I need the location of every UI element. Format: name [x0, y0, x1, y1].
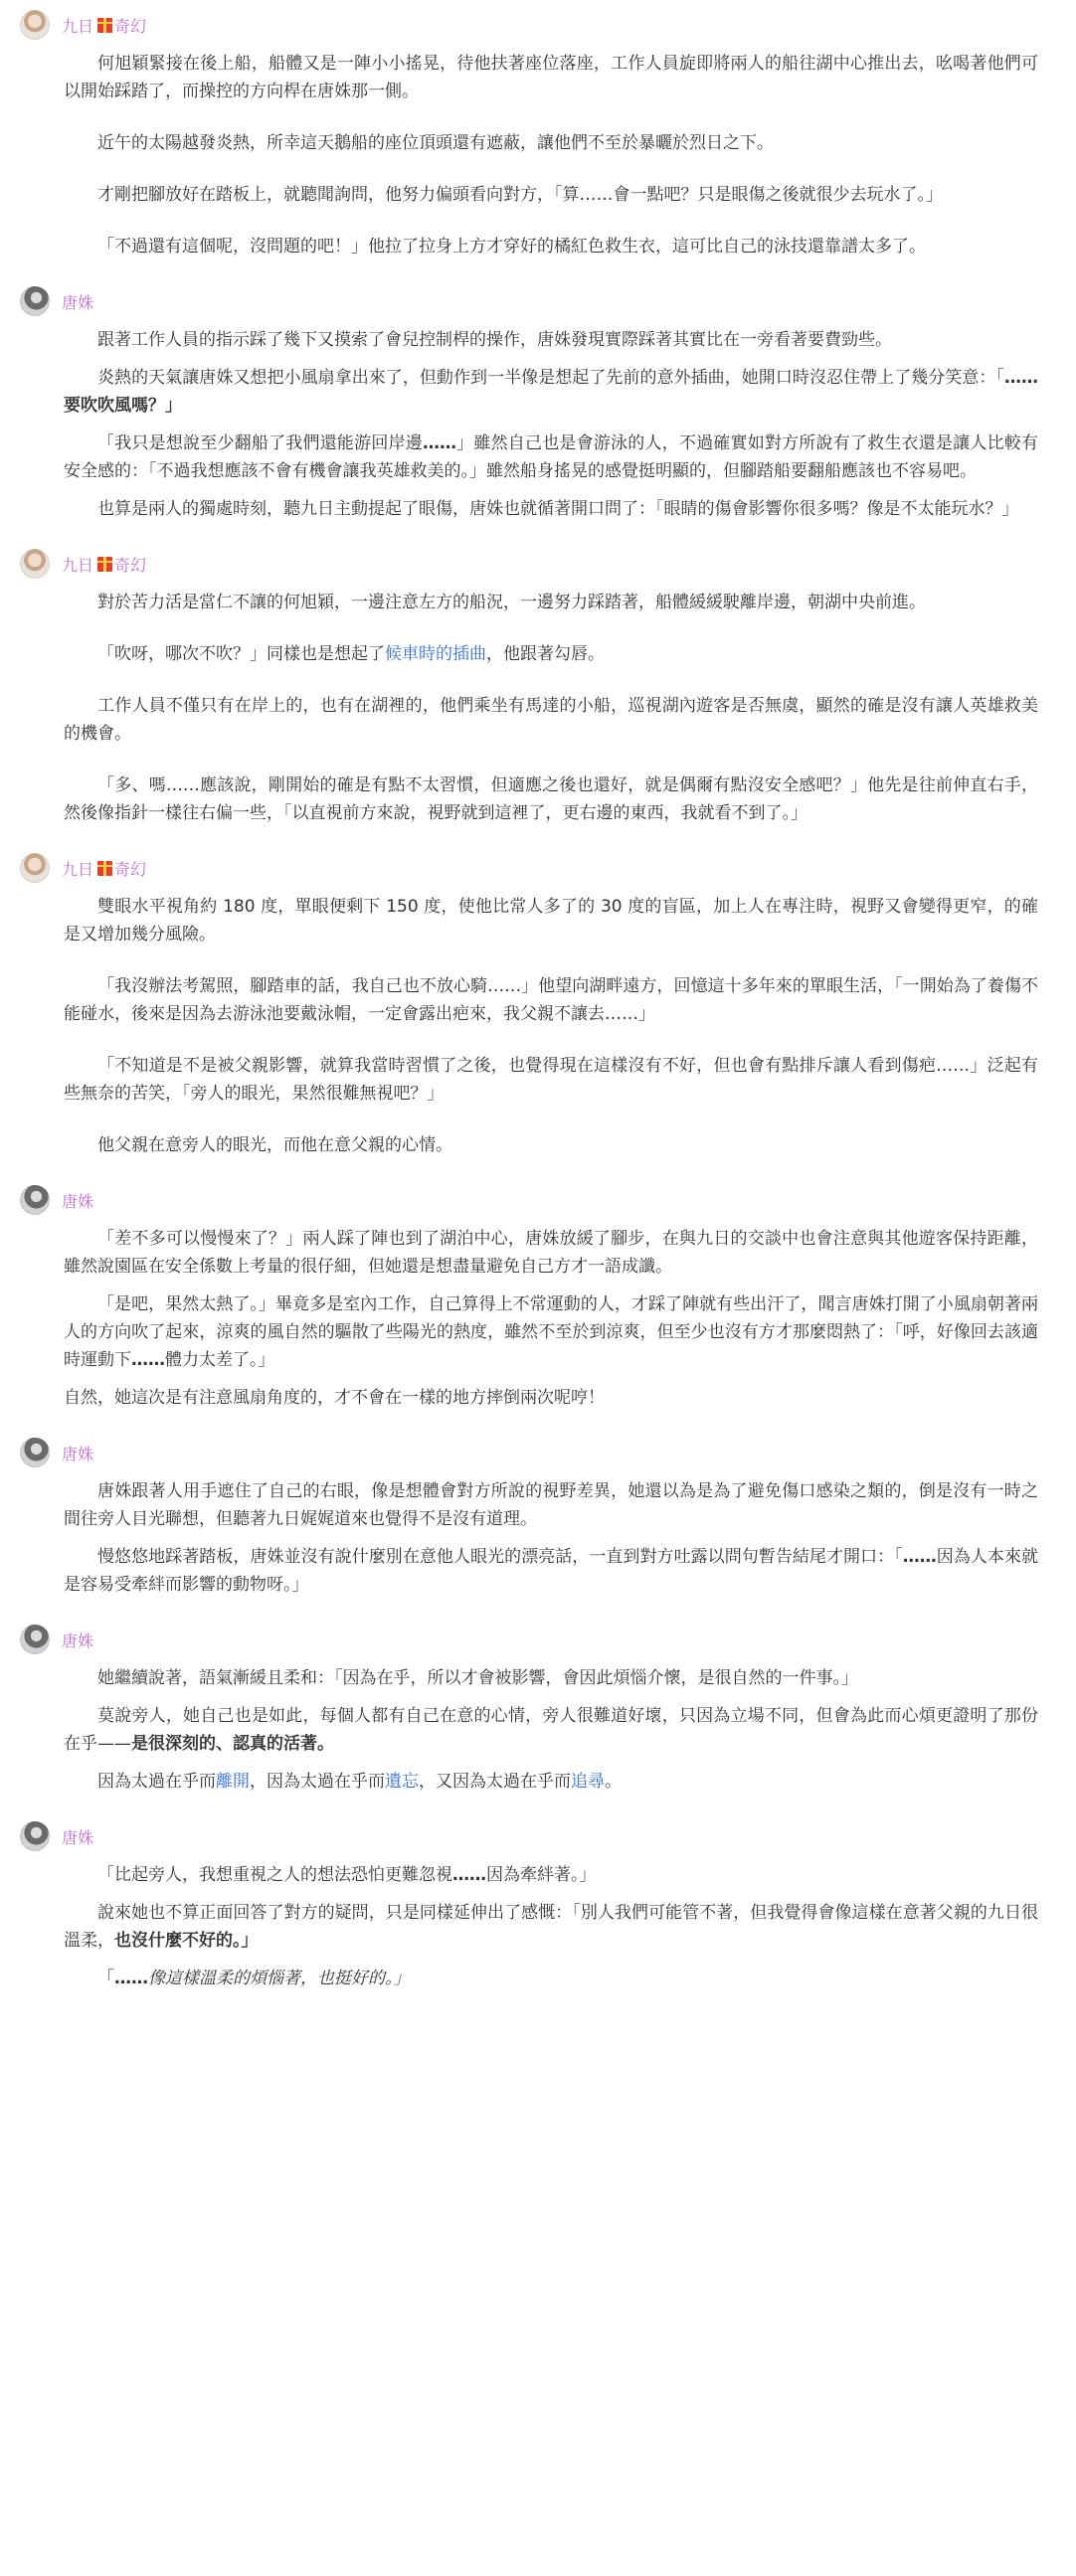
avatar[interactable]: [20, 286, 50, 316]
post: [20, 851, 1052, 1159]
text-segment: 因為人本來就是容易受牽絆而影響的動物呀。」: [64, 1547, 1039, 1595]
bold-text: ……: [902, 1547, 937, 1567]
paragraph: 「不知道是不是被父親影響，就算我當時習慣了之後，也覺得現在這樣沒有不好，但也會有點排斥讓人看到傷疤……」泛起有些無奈的苦笑，「旁人的眼光，果然很難無視吧？」: [64, 1056, 1038, 1104]
text-segment: 」雖然自己也是會游泳的人，不過確實如對方所說有了救生衣還是讓人比較有安全感的：「不過我想應該不會有機會讓我英雄救美的。」雖然船身搖晃的感覺挺明顯的，但腳踏船要翻船應該也不容易吧。: [64, 433, 1039, 481]
username[interactable]: [62, 1189, 93, 1212]
paragraph: 近午的太陽越發炎熱，所幸這天鵝船的座位頂頭還有遮蔽，讓他們不至於暴曬於烈日之下。: [97, 133, 774, 153]
post-body: [20, 326, 1052, 523]
paragraph: [64, 364, 1038, 420]
paragraph: [64, 1899, 1038, 1955]
post-body: [20, 1225, 1052, 1412]
avatar[interactable]: [20, 10, 50, 40]
avatar[interactable]: [20, 1438, 50, 1467]
text-segment: ，又因為太過在乎而: [419, 1772, 571, 1792]
post-body: [20, 1664, 1052, 1796]
username[interactable]: [62, 1825, 93, 1848]
paragraph: 才剛把腳放好在踏板上，就聽聞詢問，他努力偏頭看向對方，「算……會一點吧？只是眼傷之後就很少去玩水了。」: [97, 185, 943, 205]
username[interactable]: [62, 553, 146, 576]
text-segment: 說來她也不算正面回答了對方的疑問，只是同樣延伸出了感慨：「別人我們可能管不著，但我覺得會像這樣在意著父親的九日很溫柔，: [64, 1903, 1038, 1951]
bold-text: ……: [452, 1865, 486, 1885]
username-suffix[interactable]: 奇幻: [114, 16, 147, 36]
text-segment: 慢悠悠地踩著踏板，唐姝並沒有說什麼別在意他人眼光的漂亮話，一直到對方吐露以問句暫告結尾才開口：「: [97, 1547, 903, 1567]
avatar[interactable]: [20, 1185, 50, 1215]
paragraph: 工作人員不僅只有在岸上的，也有在湖裡的，他們乘坐有馬達的小船，巡視湖內遊客是否無虞，顯然的確是沒有讓人英雄救美的機會。: [64, 696, 1038, 744]
username[interactable]: [62, 1442, 93, 1464]
username-text[interactable]: 唐姝: [62, 292, 94, 312]
text-segment: 因為牽絆著。」: [486, 1865, 597, 1885]
paragraph: 她繼續說著，語氣漸緩且柔和：「因為在乎，所以才會被影響，會因此煩惱介懷，是很自然的一件事。」: [97, 1668, 858, 1688]
post: [20, 1623, 1052, 1796]
avatar[interactable]: [20, 853, 50, 883]
gift-icon: [97, 557, 112, 572]
username-suffix[interactable]: 奇幻: [114, 555, 147, 575]
post: [20, 1183, 1052, 1412]
story-link[interactable]: 追尋: [571, 1772, 605, 1792]
paragraph: 也算是兩人的獨處時刻，聽九日主動提起了眼傷，唐姝也就循著開口問了：「眼睛的傷會影響你很多嗎？像是不太能玩水？」: [97, 499, 1019, 519]
post: [20, 547, 1052, 827]
post-body: [20, 1477, 1052, 1599]
text-segment: 因為太過在乎而: [97, 1772, 216, 1792]
username[interactable]: [62, 14, 146, 37]
username[interactable]: [62, 1629, 93, 1651]
paragraph: 他父親在意旁人的眼光，而他在意父親的心情。: [97, 1135, 452, 1155]
paragraph: 「我沒辦法考駕照，腳踏車的話，我自己也不放心騎……」他望向湖畔遠方，回憶這十多年來的單眼生活，「一開始為了養傷不能碰水，後來是因為去游泳池要戴泳帽，一定會露出疤來，我父親不讓去……」: [64, 976, 1038, 1024]
username-text[interactable]: 九日: [62, 859, 94, 879]
paragraph: 「不過還有這個呢，沒問題的吧！」他拉了拉身上方才穿好的橘紅色救生衣，這可比自己的泳技還靠譜太多了。: [97, 237, 926, 257]
post-body: [20, 50, 1052, 260]
post-header: [20, 851, 1052, 885]
paragraph: 唐姝跟著人用手遮住了自己的右眼，像是想體會對方所說的視野差異，她還以為是為了避免傷口感染之類的，倒是沒有一時之間往旁人目光聯想，但聽著九日娓娓道來也覺得不是沒有道理。: [64, 1481, 1038, 1529]
username-text[interactable]: 唐姝: [62, 1444, 94, 1463]
post-body: [20, 589, 1052, 827]
story-link[interactable]: 遺忘: [385, 1772, 419, 1792]
text-segment: 莫說旁人，她自己也是如此，每個人都有自己在意的心情，旁人很難道好壞，只因為立場不同，但會為此而心煩更證明了那份在乎——: [64, 1706, 1038, 1754]
paragraph: 何旭穎緊接在後上船，船體又是一陣小小搖晃，待他扶著座位落座，工作人員旋即將兩人的船往湖中心推出去，吆喝著他們可以開始踩踏了，而操控的方向桿在唐姝那一側。: [64, 54, 1038, 101]
post: [20, 284, 1052, 523]
avatar[interactable]: [20, 549, 50, 579]
avatar[interactable]: [20, 1821, 50, 1851]
post: [20, 8, 1052, 260]
bold-text: ……要吹吹風嗎？」: [64, 368, 1038, 416]
post-body: [20, 1861, 1052, 1992]
gift-icon: [97, 861, 112, 876]
paragraph: [64, 1702, 1038, 1758]
paragraph: [64, 1861, 1038, 1889]
paragraph: 雙眼水平視角約 180 度，單眼便剩下 150 度，使他比常人多了的 30 度的盲區，加上人在專注時，視野又會變得更窄，的確是又增加幾分風險。: [64, 897, 1038, 945]
text-segment: 體力太差了。」: [165, 1350, 275, 1370]
paragraph: [64, 1768, 1038, 1796]
text-segment: ，他跟著勾唇。: [486, 644, 605, 664]
paragraph: 跟著工作人員的指示踩了幾下又摸索了會兒控制桿的操作，唐姝發現實際踩著其實比在一旁看著要費勁些。: [97, 330, 892, 350]
post-header: [20, 547, 1052, 581]
text-segment: 。: [605, 1772, 622, 1792]
bold-text: ……: [422, 433, 456, 453]
username-text[interactable]: 九日: [62, 555, 94, 575]
story-link[interactable]: 候車時的插曲: [385, 644, 486, 664]
post-body: [20, 893, 1052, 1159]
post-header: [20, 1436, 1052, 1469]
text-segment: 「我只是想說至少翻船了我們還能游回岸邊: [97, 433, 423, 453]
paragraph: [64, 1543, 1038, 1599]
paragraph: [64, 1290, 1038, 1374]
post-header: [20, 1819, 1052, 1853]
username[interactable]: [62, 857, 146, 880]
paragraph: [64, 640, 1038, 668]
bold-text: 也沒什麼不好的。」: [114, 1931, 259, 1951]
gift-icon: [97, 18, 112, 33]
post-header: [20, 1623, 1052, 1656]
text-segment: 「吹呀，哪次不吹？」同樣也是想起了: [97, 644, 385, 664]
paragraph: 對於苦力活是當仁不讓的何旭穎，一邊注意左方的船況，一邊努力踩踏著，船體緩緩駛離岸邊，朝湖中央前進。: [97, 593, 926, 612]
username-text[interactable]: 唐姝: [62, 1191, 94, 1211]
paragraph: [64, 1965, 1038, 1992]
bold-text: ……: [131, 1350, 165, 1370]
text-segment: 「是吧，果然太熱了。」畢竟多是室內工作，自己算得上不常運動的人，才踩了陣就有些出汗了，聞言唐姝打開了小風扇朝著兩人的方向吹了起來，涼爽的風自然的驅散了些陽光的熱度，雖然不至於到涼爽，但至少也沒有方才那麼悶熱了：「呼，好像回去該適時運動下: [64, 1294, 1038, 1370]
post-header: [20, 284, 1052, 318]
bold-text: ……: [114, 1969, 148, 1988]
post: [20, 1819, 1052, 1992]
username-suffix[interactable]: 奇幻: [114, 859, 147, 879]
post-header: [20, 8, 1052, 42]
username-text[interactable]: 唐姝: [62, 1631, 94, 1650]
paragraph: 自然，她這次是有注意風扇角度的，才不會在一樣的地方摔倒兩次呢哼！: [64, 1388, 605, 1408]
text-segment: ，因為太過在乎而: [250, 1772, 385, 1792]
avatar[interactable]: [20, 1625, 50, 1654]
post-header: [20, 1183, 1052, 1217]
paragraph: 「差不多可以慢慢來了？」兩人踩了陣也到了湖泊中心，唐姝放緩了腳步，在與九日的交談中也會注意與其他遊客保持距離，雖然說園區在安全係數上考量的很仔細，但她還是想盡量避免自己方才一語成讖。: [64, 1229, 1038, 1277]
text-segment: 「比起旁人，我想重視之人的想法恐怕更難忽視: [97, 1865, 452, 1885]
italic-text: 像這樣溫柔的煩惱著，也挺好的。」: [148, 1969, 411, 1988]
bold-text: 是很深刻的、認真的活著。: [131, 1734, 334, 1754]
text-segment: 炎熱的天氣讓唐姝又想把小風扇拿出來了，但動作到一半像是想起了先前的意外插曲，她開口時沒忍住帶上了幾分笑意：「: [97, 368, 1004, 388]
post: [20, 1436, 1052, 1599]
username-text[interactable]: 唐姝: [62, 1827, 94, 1847]
text-segment: 「: [97, 1969, 114, 1988]
username[interactable]: [62, 290, 93, 313]
username-text[interactable]: 九日: [62, 16, 94, 36]
paragraph: [64, 429, 1038, 485]
story-link[interactable]: 離開: [216, 1772, 250, 1792]
paragraph: 「多、嗎……應該說，剛開始的確是有點不太習慣，但適應之後也還好，就是偶爾有點沒安全感吧？」他先是往前伸直右手，然後像指針一樣往右偏一些，「以直視前方來說，視野就到這裡了，更右邊的東西，我就看不到了。」: [64, 775, 1038, 823]
